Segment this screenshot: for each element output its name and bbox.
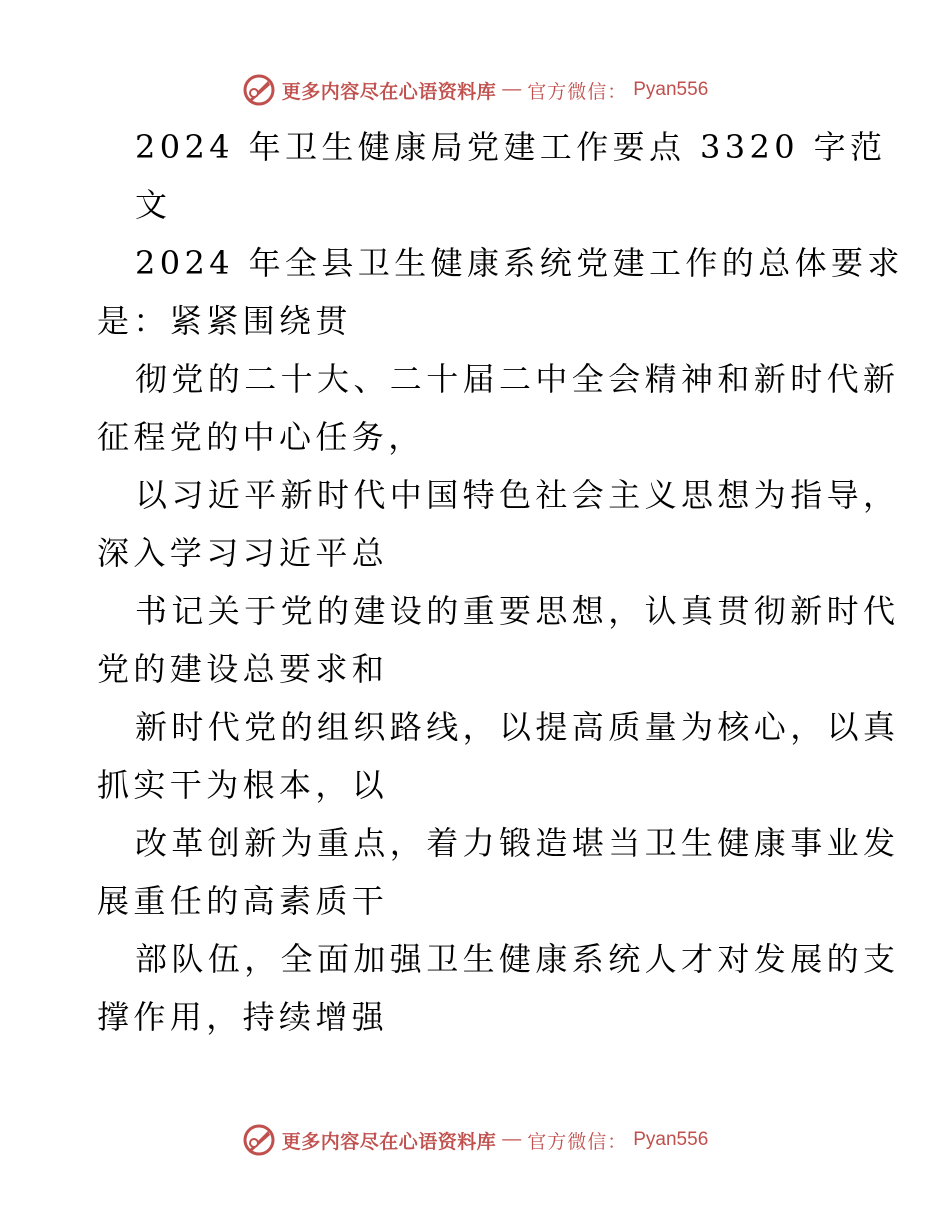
footer-banner [0, 1120, 950, 1160]
banner-dash: — [502, 79, 522, 100]
text-line: 文 [135, 186, 172, 224]
text-line: 征程党的中心任务， [97, 418, 425, 456]
text-line: 是：紧紧围绕贯 [97, 302, 352, 340]
text-line: 抓实干为根本，以 [97, 766, 389, 804]
banner-wechat-id: Pyan556 [633, 79, 709, 100]
banner-main-text: 更多内容尽在心语资料库 [281, 1130, 497, 1153]
text-line: 书记关于党的建设的重要思想，认真贯彻新时代 [135, 592, 900, 630]
banner-wechat-id: Pyan556 [633, 1129, 709, 1150]
text-line: 2024 年卫生健康局党建工作要点 3320 字范 [135, 128, 887, 166]
banner-dash: — [502, 1129, 522, 1150]
text-line: 深入学习习近平总 [97, 534, 389, 572]
quill-logo-icon [242, 73, 276, 107]
text-line: 彻党的二十大、二十届二中全会精神和新时代新 [135, 360, 900, 398]
header-banner [0, 70, 950, 110]
banner-main-text: 更多内容尽在心语资料库 [281, 80, 497, 103]
text-line: 党的建设总要求和 [97, 650, 389, 688]
banner-sub-text: 官方微信： [527, 80, 628, 103]
text-line: 改革创新为重点，着力锻造堪当卫生健康事业发 [135, 824, 900, 862]
text-line: 部队伍，全面加强卫生健康系统人才对发展的支 [135, 940, 900, 978]
banner-sub-text: 官方微信： [527, 1130, 628, 1153]
text-line: 2024 年全县卫生健康系统党建工作的总体要求 [135, 244, 904, 282]
text-line: 撑作用，持续增强 [97, 998, 389, 1036]
quill-logo-icon [242, 1123, 276, 1157]
text-line: 新时代党的组织路线，以提高质量为核心，以真 [135, 708, 900, 746]
text-line: 展重任的高素质干 [97, 882, 389, 920]
text-line: 以习近平新时代中国特色社会主义思想为指导， [135, 476, 900, 514]
